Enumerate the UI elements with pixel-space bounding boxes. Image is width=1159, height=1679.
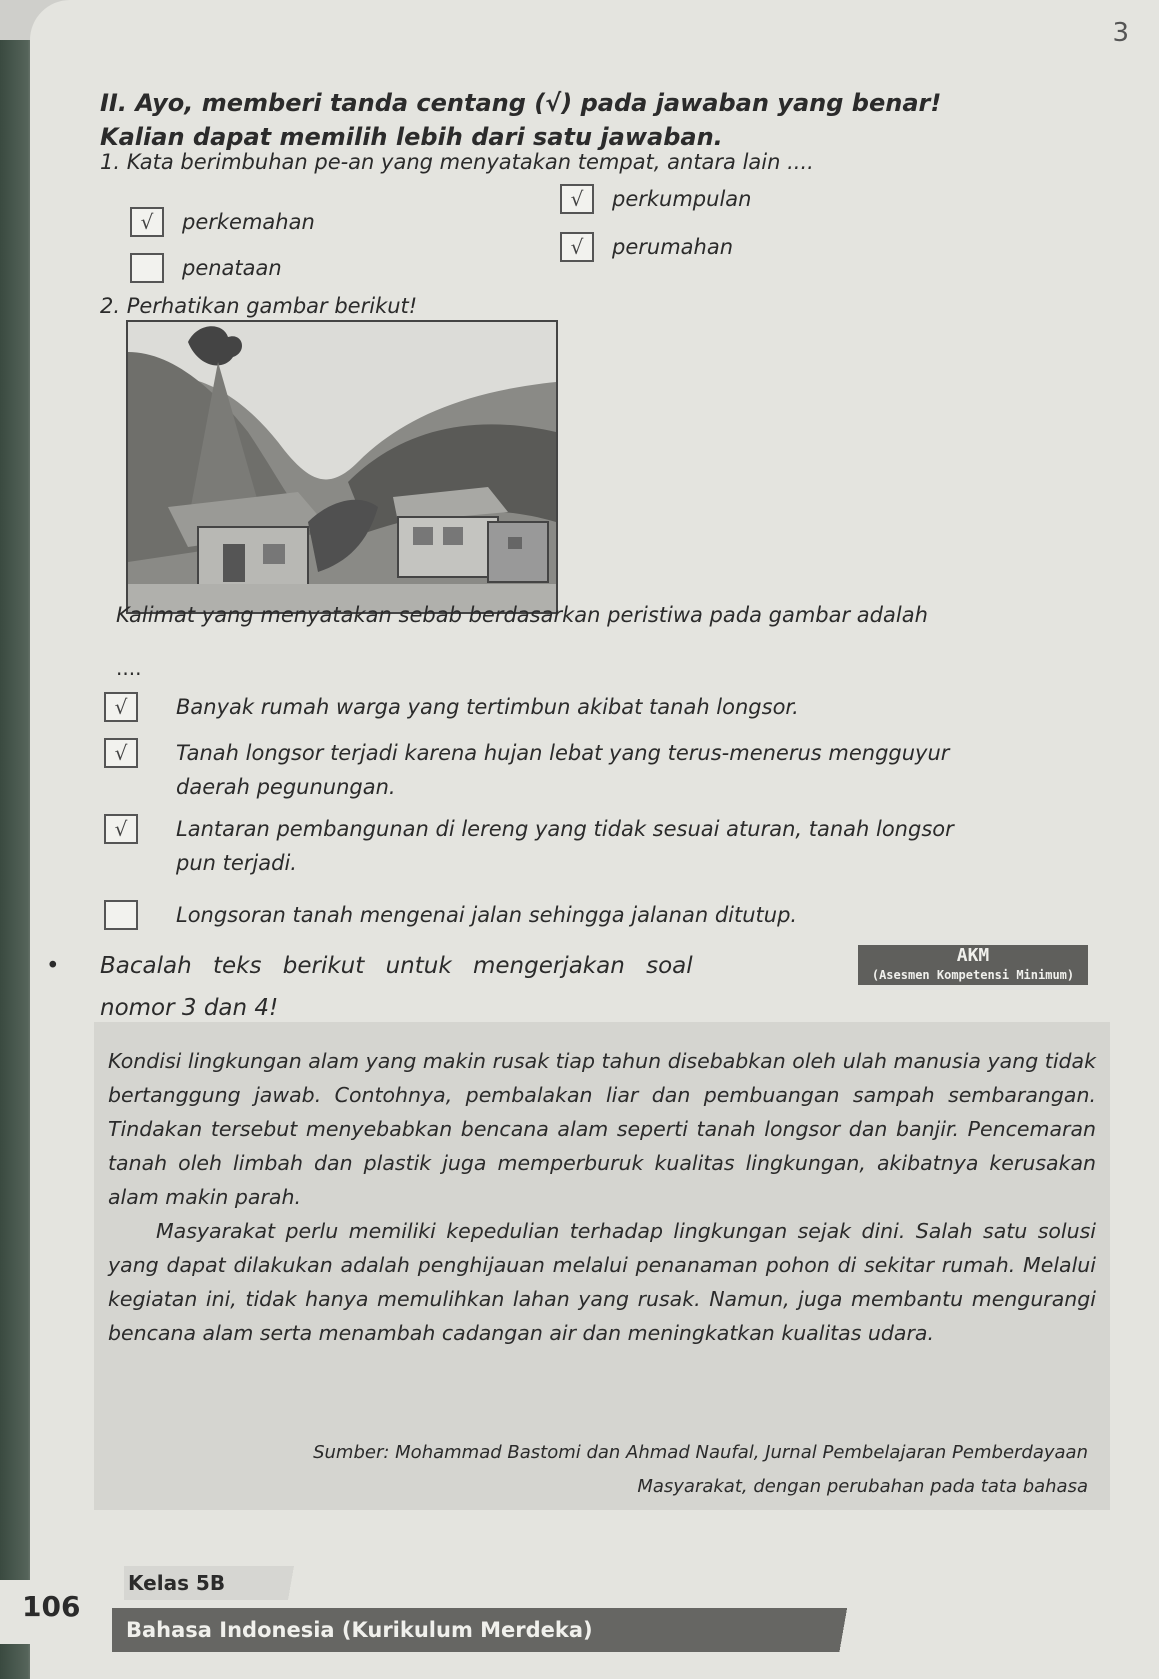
landslide-picture-icon xyxy=(128,322,556,612)
q2-choice-3[interactable] xyxy=(104,812,1084,880)
q1-option-perumahan[interactable] xyxy=(560,232,733,262)
choice-text: Longsoran tanah mengenai jalan sehingga jalanan ditutup. xyxy=(176,903,798,927)
checkbox[interactable] xyxy=(130,253,164,283)
reading-passage xyxy=(94,1022,1110,1510)
checkbox[interactable] xyxy=(104,900,138,930)
checkbox[interactable]: √ xyxy=(130,207,164,237)
page-number: 106 xyxy=(22,1590,81,1623)
choice-text: Banyak rumah warga yang tertimbun akibat tanah longsor. xyxy=(176,695,799,719)
akm-instruction-line1: Bacalah teks berikut untuk mengerjakan soal xyxy=(100,953,693,979)
q2-choice-4[interactable] xyxy=(104,898,1084,932)
q1-option-perkumpulan[interactable] xyxy=(560,184,751,214)
choice-text: Lantaran pembangunan di lereng yang tidak sesuai aturan, tanah longsor xyxy=(176,817,954,841)
reading-source xyxy=(128,1436,1088,1504)
q1-option-perkemahan[interactable] xyxy=(130,207,315,237)
checkbox[interactable]: √ xyxy=(560,232,594,262)
question-2-prompt: 2. Perhatikan gambar berikut! xyxy=(100,294,418,318)
option-label: perkemahan xyxy=(182,210,315,234)
akm-instruction xyxy=(46,945,820,1029)
footer-subject-label: Bahasa Indonesia (Kurikulum Merdeka) xyxy=(112,1608,870,1652)
option-label: penataan xyxy=(182,256,282,280)
choice-text-cont: daerah pegunungan. xyxy=(176,775,396,799)
reading-paragraph-2: Masyarakat perlu memiliki kepedulian terhadap lingkungan sejak dini. Salah satu solusi yang dapat dilakukan adalah penghijauan melalui penanaman pohon di sekitar rumah. Melalui kegiatan ini, tidak hanya memulihkan lahan yang rusak. Namun, juga membantu mengurangi bencana alam serta menambah cadangan air dan meningkatkan kualitas udara. xyxy=(108,1219,1096,1345)
option-label: perumahan xyxy=(612,235,734,259)
checkbox[interactable]: √ xyxy=(104,692,138,722)
question-2-blank: .... xyxy=(116,656,142,680)
bullet: • xyxy=(46,953,60,979)
akm-badge-subtitle: (Asesmen Kompetensi Minimum) xyxy=(871,968,1075,982)
question-2-stem: Kalimat yang menyatakan sebab berdasarkan peristiwa pada gambar adalah xyxy=(116,603,928,627)
footer-class-label: Kelas 5B xyxy=(124,1566,318,1600)
section-title: II. Ayo, memberi tanda centang (√) pada jawaban yang benar! xyxy=(100,89,942,117)
reading-paragraph-1: Kondisi lingkungan alam yang makin rusak tiap tahun disebabkan oleh ulah manusia yang tidak bertanggung jawab. Contohnya, pembalakan liar dan pembuangan sampah sembarangan. Tindakan tersebut menyebabkan bencana alam seperti tanah longsor dan banjir. Pencemaran tanah oleh limbah dan plastik juga memperburuk kualitas lingkungan, akibatnya kerusakan alam makin parah. xyxy=(108,1049,1096,1209)
source-line-1: Sumber: Mohammad Bastomi dan Ahmad Naufal, Jurnal Pembelajaran Pemberdayaan xyxy=(313,1442,1088,1463)
checkbox[interactable]: √ xyxy=(104,738,138,768)
section-heading xyxy=(100,86,1100,154)
choice-text-cont: pun terjadi. xyxy=(176,851,297,875)
q2-choice-1[interactable] xyxy=(104,690,1084,724)
question-1-prompt: 1. Kata berimbuhan pe-an yang menyatakan tempat, antara lain .... xyxy=(100,150,814,174)
source-line-2: Masyarakat, dengan perubahan pada tata bahasa xyxy=(637,1476,1088,1497)
q2-choice-2[interactable] xyxy=(104,736,1084,804)
checkbox[interactable]: √ xyxy=(560,184,594,214)
option-label: perkumpulan xyxy=(612,187,752,211)
section-subtitle: Kalian dapat memilih lebih dari satu jawaban. xyxy=(100,123,723,151)
akm-instruction-line2: nomor 3 dan 4! xyxy=(100,995,279,1021)
choice-text: Tanah longsor terjadi karena hujan lebat yang terus-menerus mengguyur xyxy=(176,741,950,765)
akm-badge-title: AKM xyxy=(956,945,990,966)
akm-badge xyxy=(858,945,1088,985)
checkbox[interactable]: √ xyxy=(104,814,138,844)
landslide-illustration xyxy=(126,320,558,614)
q1-option-penataan[interactable] xyxy=(130,253,282,283)
corner-mark: 3 xyxy=(1112,18,1129,48)
